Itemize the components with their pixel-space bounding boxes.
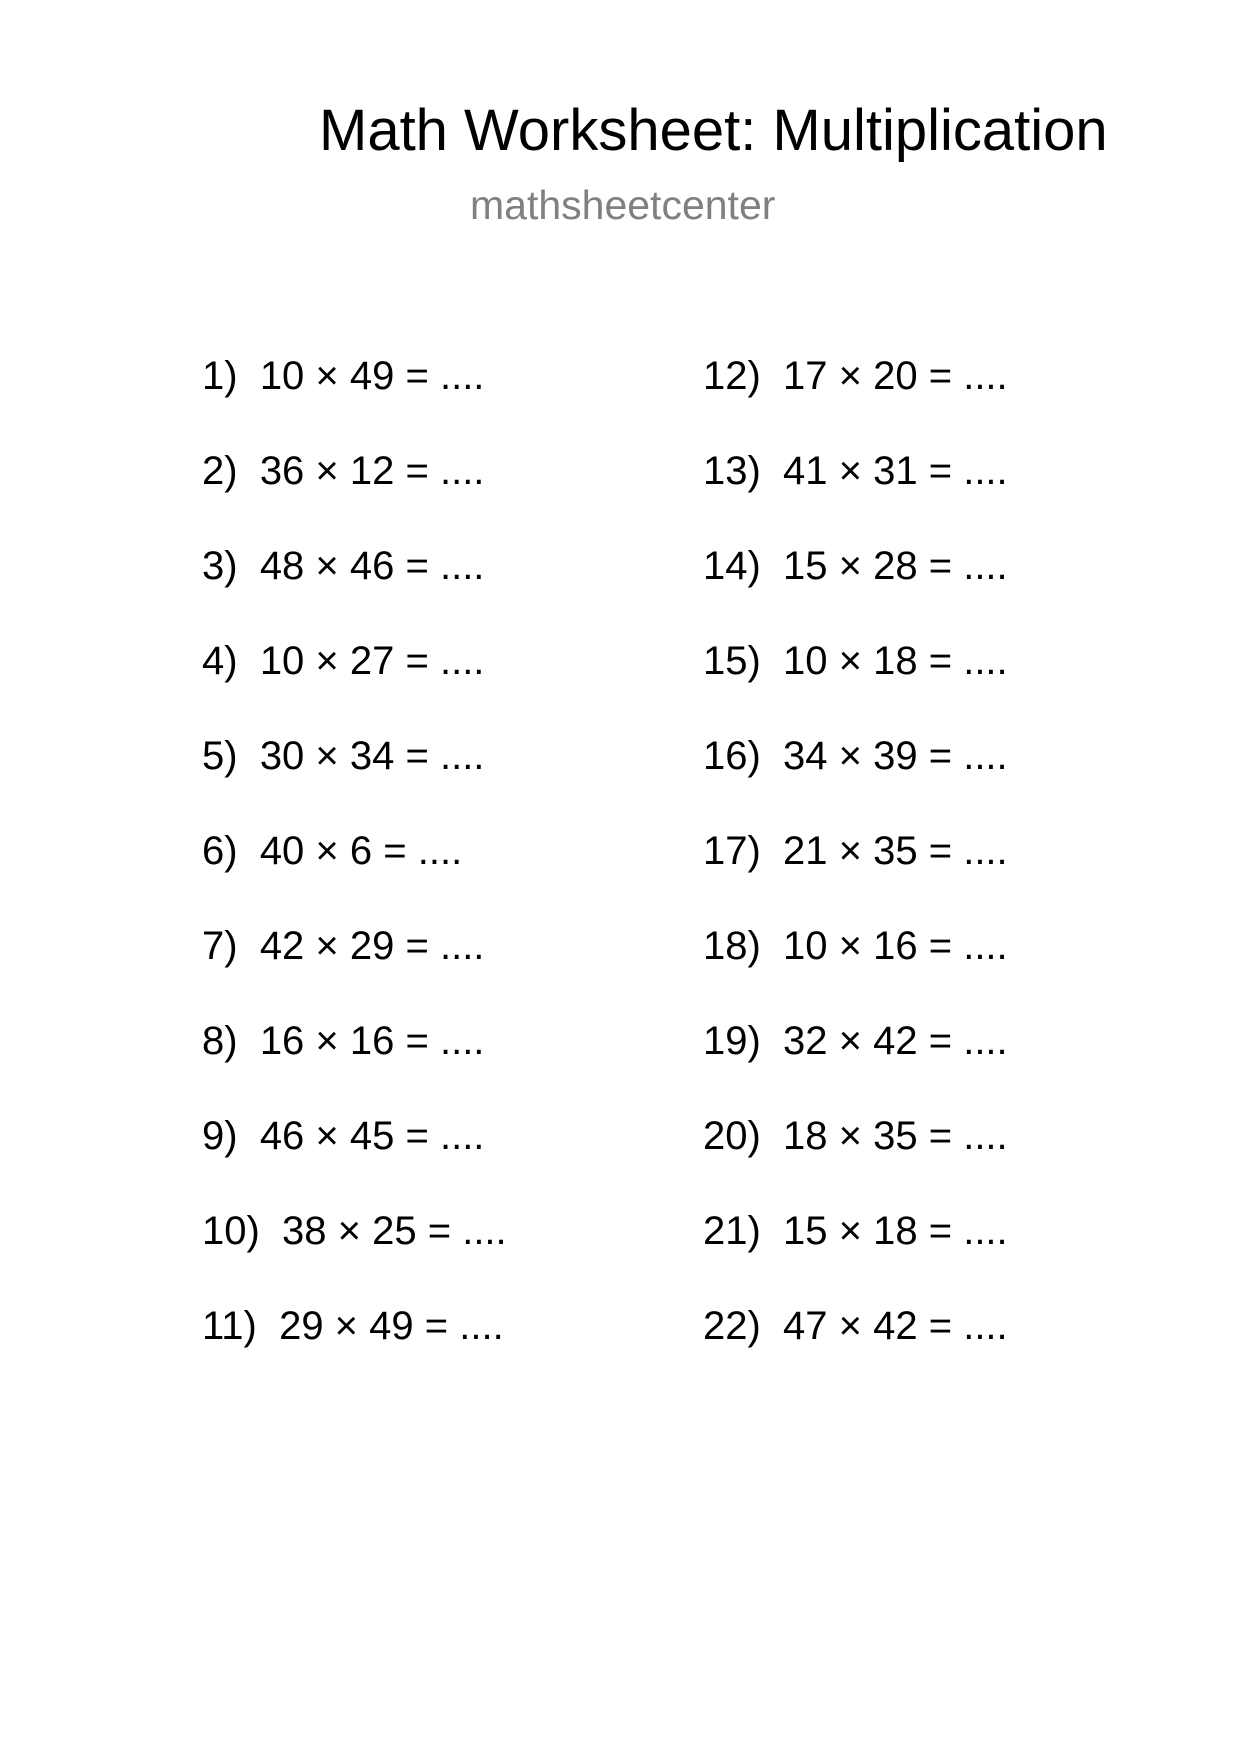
problem-number: 7) (202, 924, 238, 968)
problem-18 (703, 926, 1008, 1021)
problem-expression: 29 × 49 = .... (279, 1304, 504, 1348)
problem-13 (703, 451, 1008, 546)
problem-number: 17) (703, 829, 761, 873)
problem-number: 1) (202, 354, 238, 398)
problem-14 (703, 546, 1008, 641)
problem-number: 2) (202, 449, 238, 493)
problem-number: 11) (202, 1304, 257, 1348)
problem-expression: 30 × 34 = .... (259, 734, 485, 778)
problem-expression: 16 × 16 = .... (259, 1019, 485, 1063)
problem-expression: 15 × 28 = .... (783, 544, 1008, 588)
problem-expression: 21 × 35 = .... (783, 829, 1008, 873)
problems-column-right (703, 356, 1008, 1401)
problem-expression: 32 × 42 = .... (783, 1019, 1008, 1063)
problem-7 (202, 926, 507, 1021)
problem-expression: 47 × 42 = .... (783, 1304, 1008, 1348)
problem-4 (202, 641, 507, 736)
problem-17 (703, 831, 1008, 926)
problem-expression: 15 × 18 = .... (783, 1209, 1008, 1253)
problem-20 (703, 1116, 1008, 1211)
problem-3 (202, 546, 507, 641)
problem-number: 8) (202, 1019, 238, 1063)
problem-16 (703, 736, 1008, 831)
problem-number: 19) (703, 1019, 761, 1063)
page-title: Math Worksheet: Multiplication (319, 98, 1108, 163)
problem-15 (703, 641, 1008, 736)
problem-number: 9) (202, 1114, 238, 1158)
problem-expression: 42 × 29 = .... (259, 924, 485, 968)
problem-8 (202, 1021, 507, 1116)
problem-expression: 10 × 27 = .... (259, 639, 485, 683)
problem-9 (202, 1116, 507, 1211)
problem-number: 4) (202, 639, 238, 683)
problem-expression: 18 × 35 = .... (783, 1114, 1008, 1158)
problem-number: 21) (703, 1209, 761, 1253)
problem-number: 14) (703, 544, 761, 588)
problem-expression: 40 × 6 = .... (259, 829, 463, 873)
problem-number: 3) (202, 544, 238, 588)
problem-expression: 41 × 31 = .... (783, 449, 1008, 493)
problem-expression: 48 × 46 = .... (259, 544, 485, 588)
problem-expression: 10 × 18 = .... (783, 639, 1008, 683)
problem-number: 20) (703, 1114, 761, 1158)
problem-number: 15) (703, 639, 761, 683)
problem-22 (703, 1306, 1008, 1401)
problem-number: 5) (202, 734, 238, 778)
problem-expression: 46 × 45 = .... (259, 1114, 485, 1158)
problem-number: 12) (703, 354, 761, 398)
problem-number: 13) (703, 449, 761, 493)
problem-10 (202, 1211, 507, 1306)
problem-21 (703, 1211, 1008, 1306)
problem-number: 10) (202, 1209, 260, 1253)
problem-number: 6) (202, 829, 238, 873)
problem-5 (202, 736, 507, 831)
problem-6 (202, 831, 507, 926)
problem-number: 18) (703, 924, 761, 968)
problem-1 (202, 356, 507, 451)
problem-expression: 38 × 25 = .... (282, 1209, 507, 1253)
problem-number: 16) (703, 734, 761, 778)
problem-expression: 10 × 16 = .... (783, 924, 1008, 968)
problem-19 (703, 1021, 1008, 1116)
page-subtitle: mathsheetcenter (470, 182, 776, 228)
problem-expression: 17 × 20 = .... (783, 354, 1008, 398)
problem-number: 22) (703, 1304, 761, 1348)
problems-column-left (202, 356, 507, 1401)
problem-expression: 34 × 39 = .... (783, 734, 1008, 778)
problem-2 (202, 451, 507, 546)
problem-expression: 10 × 49 = .... (259, 354, 485, 398)
problem-expression: 36 × 12 = .... (259, 449, 485, 493)
problem-12 (703, 356, 1008, 451)
problem-11 (202, 1306, 507, 1401)
